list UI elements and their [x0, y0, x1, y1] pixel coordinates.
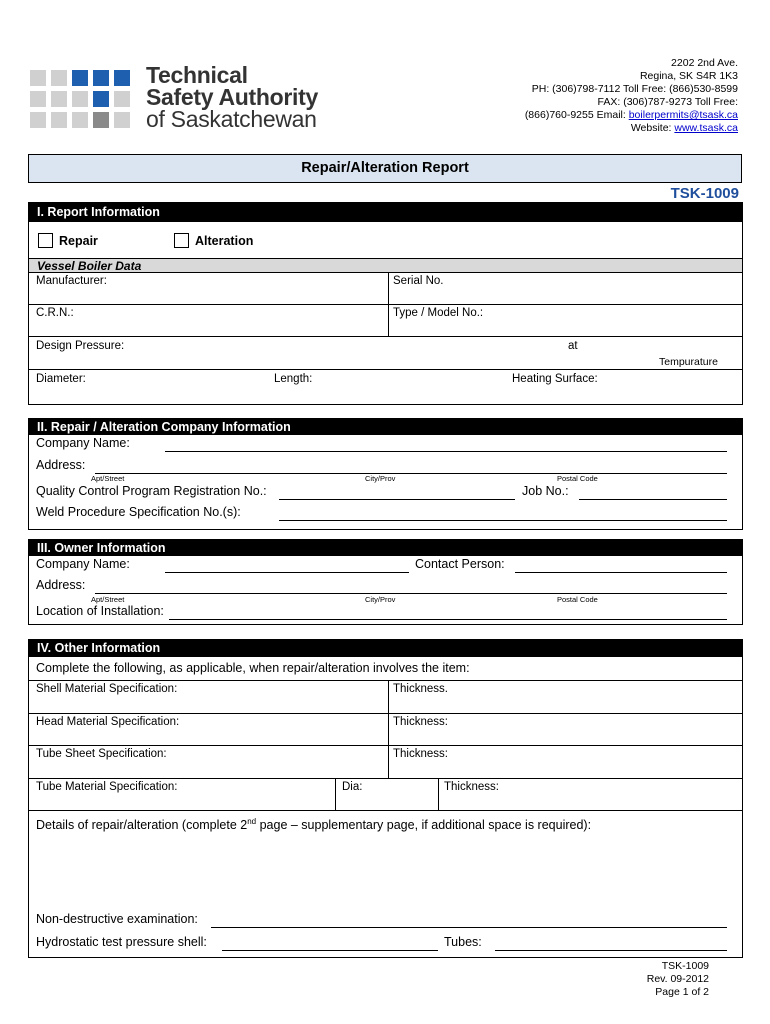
alteration-checkbox[interactable]	[174, 233, 189, 248]
footer-form: TSK-1009	[661, 960, 709, 972]
address-block	[438, 57, 738, 135]
company-name-field[interactable]	[165, 451, 727, 452]
at-label: at	[568, 340, 578, 352]
tube-sheet-thickness-label: Thickness:	[393, 748, 448, 760]
address-phone: PH: (306)798-7112 Toll Free: (866)530-8599	[531, 83, 738, 95]
logo-line2: Safety Authority	[146, 84, 318, 110]
details-label: Details of repair/alteration (complete 2nd page – supplementary page, if additional space is required):	[36, 817, 592, 833]
shell-material-label: Shell Material Specification:	[36, 683, 178, 695]
website-label: Website:	[630, 122, 675, 134]
hydro-field[interactable]	[222, 950, 438, 951]
owner-address-label: Address:	[36, 578, 86, 592]
head-material-label: Head Material Specification:	[36, 716, 180, 728]
form-number: TSK-1009	[670, 185, 739, 202]
manufacturer-label: Manufacturer:	[36, 275, 107, 287]
owner-city-prov-caption: City/Prov	[365, 595, 396, 604]
address-line1: 2202 2nd Ave.	[671, 57, 738, 69]
apt-street-caption: Apt/Street	[91, 474, 125, 483]
owner-company-name-label: Company Name:	[36, 557, 130, 571]
section4-heading: IV. Other Information	[29, 640, 742, 657]
length-label: Length:	[274, 373, 313, 385]
postal-code-caption: Postal Code	[557, 474, 598, 483]
temperature-label: Tempurature	[659, 356, 718, 368]
job-no-field[interactable]	[579, 499, 727, 500]
company-name-label: Company Name:	[36, 436, 130, 450]
repair-checkbox[interactable]	[38, 233, 53, 248]
section-report-information	[28, 202, 743, 405]
design-pressure-label: Design Pressure:	[36, 340, 125, 352]
contact-person-label: Contact Person:	[415, 557, 505, 571]
section-other-information	[28, 639, 743, 958]
logo-line1: Technical	[146, 62, 248, 88]
other-info-intro: Complete the following, as applicable, when repair/alteration involves the item:	[36, 661, 470, 675]
dia-label: Dia:	[342, 781, 363, 793]
weld-procedure-field[interactable]	[279, 520, 727, 521]
section2-heading: II. Repair / Alteration Company Information	[29, 419, 742, 435]
vessel-boiler-data-heading: Vessel Boiler Data	[37, 259, 142, 273]
logo-line3: of Saskatchewan	[146, 106, 317, 132]
location-label: Location of Installation:	[36, 604, 164, 618]
details-field[interactable]	[33, 840, 738, 900]
tube-sheet-label: Tube Sheet Specification:	[36, 748, 167, 760]
diameter-label: Diameter:	[36, 373, 86, 385]
tubes-label: Tubes:	[444, 935, 482, 949]
logo-mark	[30, 70, 130, 132]
section1-heading: I. Report Information	[29, 203, 742, 222]
tubes-field[interactable]	[495, 950, 727, 951]
address-fax: FAX: (306)787-9273 Toll Free:	[597, 96, 738, 108]
tube-thickness-label: Thickness:	[444, 781, 499, 793]
serial-no-label: Serial No.	[393, 275, 444, 287]
section-owner-information	[28, 539, 743, 625]
address-fax2: (866)760-9255 Email:	[524, 109, 629, 121]
address-line2: Regina, SK S4R 1K3	[639, 70, 738, 82]
owner-company-name-field[interactable]	[165, 572, 409, 573]
report-title: Repair/Alteration Report	[28, 154, 742, 183]
tube-material-label: Tube Material Specification:	[36, 781, 178, 793]
ndt-label: Non-destructive examination:	[36, 912, 198, 926]
alteration-label: Alteration	[195, 234, 254, 248]
shell-thickness-label: Thickness.	[393, 683, 448, 695]
city-prov-caption: City/Prov	[365, 474, 396, 483]
type-model-label: Type / Model No.:	[393, 307, 484, 319]
location-field[interactable]	[169, 619, 727, 620]
owner-address-field[interactable]	[95, 593, 727, 594]
contact-person-field[interactable]	[515, 572, 727, 573]
weld-procedure-label: Weld Procedure Specification No.(s):	[36, 505, 241, 519]
qc-program-field[interactable]	[279, 499, 515, 500]
section-company-information	[28, 418, 743, 530]
website-link[interactable]: www.tsask.ca	[674, 122, 738, 134]
crn-label: C.R.N.:	[36, 307, 74, 319]
footer	[647, 960, 709, 999]
qc-program-label: Quality Control Program Registration No.:	[36, 484, 267, 498]
ndt-field[interactable]	[211, 927, 727, 928]
heating-surface-label: Heating Surface:	[512, 373, 598, 385]
owner-postal-code-caption: Postal Code	[557, 595, 598, 604]
footer-page: Page 1 of 2	[655, 986, 709, 998]
address-field[interactable]	[95, 473, 727, 474]
section3-heading: III. Owner Information	[29, 540, 742, 556]
job-no-label: Job No.:	[522, 484, 569, 498]
address-label: Address:	[36, 458, 86, 472]
email-link[interactable]: boilerpermits@tsask.ca	[628, 109, 738, 121]
hydro-label: Hydrostatic test pressure shell:	[36, 935, 207, 949]
head-thickness-label: Thickness:	[393, 716, 448, 728]
footer-rev: Rev. 09-2012	[646, 973, 709, 985]
repair-label: Repair	[59, 234, 98, 248]
owner-apt-street-caption: Apt/Street	[91, 595, 125, 604]
logo-wordmark	[146, 64, 318, 130]
